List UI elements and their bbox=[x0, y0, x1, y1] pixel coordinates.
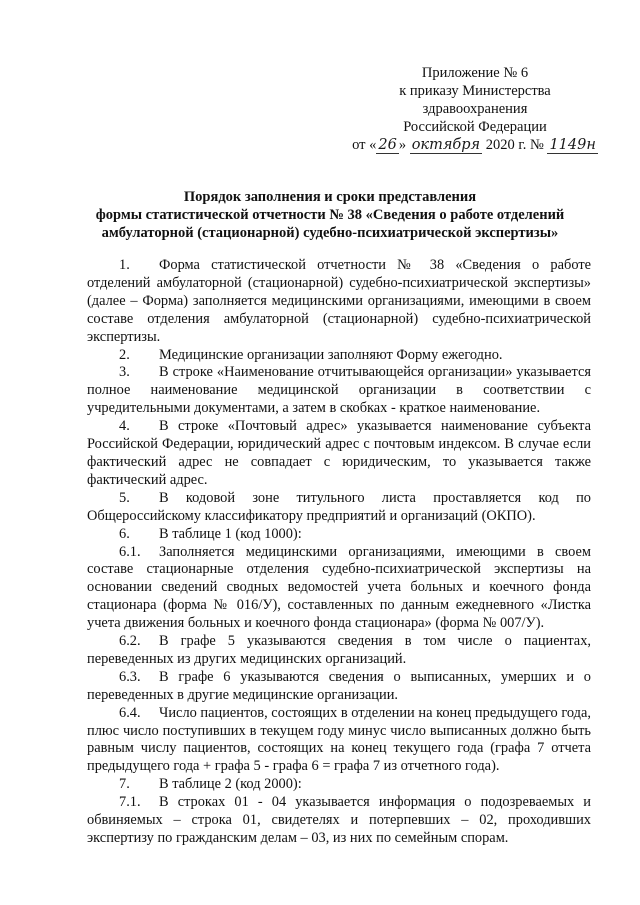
paragraph-number: 4. bbox=[119, 418, 130, 435]
paragraph-text: В графе 6 указываются сведения о выписанных, умерших и о переведенных в другие медицинские организации. bbox=[87, 668, 591, 703]
paragraph-number: 3. bbox=[119, 364, 130, 381]
paragraph bbox=[87, 347, 591, 365]
appendix-block bbox=[330, 64, 620, 154]
paragraph-text: Заполняется медицинскими организациями, имеющими в своем составе стационарные отделения судебно-психиатрической экспертизы на основании сведений сводных ведомостей учета больных и коечного фонда стационара (форма № 016/У), составленных по данным ежедневного «Листка учета движения больных и коечного фонда стационара» (форма № 007/У). bbox=[87, 543, 591, 632]
paragraph bbox=[87, 490, 591, 526]
appendix-title: Приложение № 6 bbox=[421, 65, 529, 81]
paragraph-number: 2. bbox=[119, 346, 130, 363]
paragraph-text: Число пациентов, состоящих в отделении на конец предыдущего года, плюс число поступивших в текущем году минус число выписанных должно быть равным числу пациентов, состоящих на конец текущего года (графа 7 отчета предыдущего года + графа 5 - графа 6 = графа 7 из отчетного года). bbox=[87, 704, 591, 775]
date-year: 2020 г. № bbox=[482, 137, 548, 153]
paragraph-text: В строке «Наименование отчитывающейся организации» указывается полное наименование медицинской организации в соответствии с учредительными документами, а затем в скобках - краткое наименование. bbox=[87, 364, 591, 417]
document-body bbox=[87, 257, 591, 848]
paragraph bbox=[87, 257, 591, 347]
paragraph-number: 6.2. bbox=[119, 633, 141, 650]
paragraph-text: В кодовой зоне титульного листа проставляется код по Общероссийскому классификатору предприятий и организаций (ОКПО). bbox=[87, 489, 591, 524]
paragraph bbox=[87, 364, 591, 418]
paragraph bbox=[87, 526, 591, 544]
paragraph bbox=[87, 669, 591, 705]
document-heading bbox=[70, 188, 590, 242]
paragraph bbox=[87, 544, 591, 634]
heading-line-1: Порядок заполнения и сроки представления bbox=[183, 189, 477, 205]
paragraph-number: 1. bbox=[119, 257, 130, 273]
paragraph-number: 7. bbox=[119, 776, 130, 793]
paragraph-text: Форма статистической отчетности № 38 «Сведения о работе отделений амбулаторной (стационарной) судебно-психиатрической экспертизы» (далее – Форма) заполняется медицинскими организациями, имеющими в своем составе отделения амбулаторной (стационарной) судебно-психиатрической экспертизы. bbox=[87, 257, 591, 345]
paragraph bbox=[87, 794, 591, 848]
appendix-ministry-line: здравоохранения bbox=[422, 101, 528, 117]
paragraph-number: 5. bbox=[119, 489, 130, 506]
paragraph bbox=[87, 418, 591, 490]
paragraph bbox=[87, 776, 591, 794]
paragraph-text: В графе 5 указываются сведения в том числе о пациентах, переведенных из других медицинских организаций. bbox=[87, 633, 591, 667]
date-day-handwritten: 26 bbox=[378, 137, 397, 153]
paragraph-text: В строках 01 - 04 указывается информация о подозреваемых и обвиняемых – строка 01, свидетелях и потерпевших – 02, проходивших экспертизу по гражданским делам – 03, из них по семейным спорам. bbox=[87, 794, 591, 846]
paragraph bbox=[87, 705, 591, 777]
paragraph-text: В строке «Почтовый адрес» указывается наименование субъекта Российской Федерации, юридический адрес с почтовым индексом. В случае если фактический адрес не совпадает с юридическим, то указывается также фактический адрес. bbox=[87, 418, 591, 488]
paragraph-number: 6.3. bbox=[119, 668, 141, 685]
date-prefix: от « bbox=[352, 137, 377, 153]
date-month-handwritten: октября bbox=[411, 137, 481, 153]
heading-line-2: формы статистической отчетности № 38 «Сведения о работе отделений bbox=[95, 207, 565, 223]
paragraph-number: 6.4. bbox=[119, 704, 141, 721]
appendix-order-line: к приказу Министерства bbox=[399, 83, 551, 99]
paragraph bbox=[87, 633, 591, 669]
paragraph-number: 6. bbox=[119, 525, 130, 542]
paragraph-number: 7.1. bbox=[119, 794, 141, 811]
appendix-country-line: Российской Федерации bbox=[403, 119, 547, 135]
order-number-handwritten: 1149н bbox=[549, 137, 596, 153]
paragraph-number: 6.1. bbox=[119, 543, 141, 560]
date-mid: » bbox=[398, 137, 410, 153]
paragraph-text: В таблице 2 (код 2000): bbox=[159, 776, 302, 793]
appendix-date-line bbox=[330, 136, 620, 154]
paragraph-text: Медицинские организации заполняют Форму ежегодно. bbox=[159, 346, 503, 363]
paragraph-text: В таблице 1 (код 1000): bbox=[159, 525, 302, 542]
heading-line-3: амбулаторной (стационарной) судебно-психиатрической экспертизы» bbox=[101, 225, 559, 241]
